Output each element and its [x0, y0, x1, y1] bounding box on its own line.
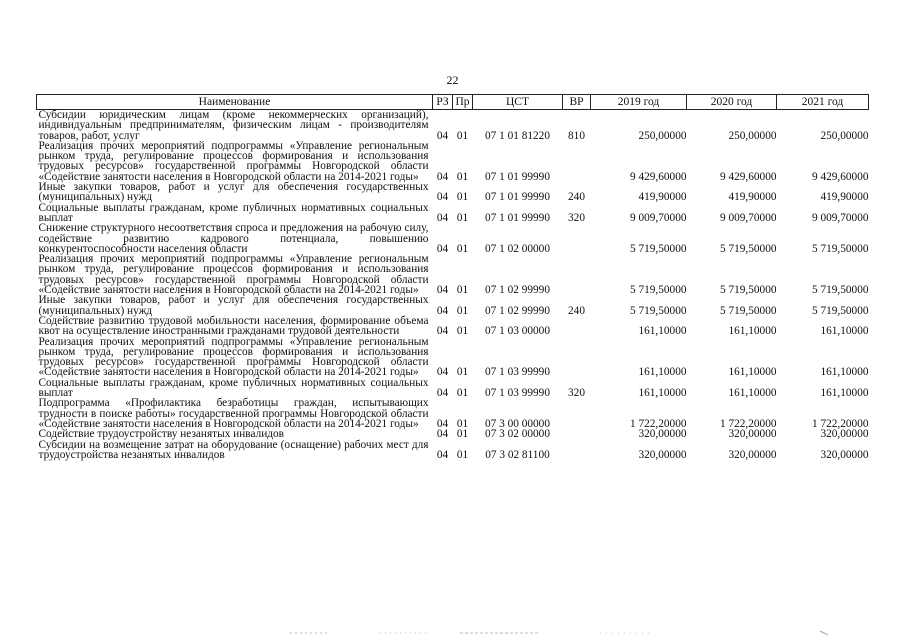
- cell-y2020: 9 009,70000: [720, 211, 777, 224]
- cell-vr: [563, 141, 591, 182]
- cell-y2020: 320,00000: [728, 448, 777, 461]
- cell-name: Реализация прочих мероприятий подпрограммы «Управление региональным рынком труда, регулирование процессов формирования и использования трудовых ресурсов» государственной программы Новгородской области «Содействие занятости населения в Новгородской области на 2014-2021 годы»: [38, 139, 429, 183]
- cell-cst: 07 1 03 99990: [485, 387, 550, 400]
- table-row: [37, 429, 869, 439]
- cell-name: Социальные выплаты гражданам, кроме публичных нормативных социальных выплат: [38, 201, 429, 224]
- cell-cst: 07 1 01 99990: [485, 170, 550, 183]
- cell-rz: 04: [436, 170, 449, 183]
- cell-rz: 04: [436, 428, 449, 441]
- header-vr: ВР: [563, 95, 591, 110]
- cell-pr: 01: [456, 170, 469, 183]
- cell-pr: 01: [456, 242, 469, 255]
- cell-y2021: 5 719,50000: [812, 242, 869, 255]
- cell-y2020: 5 719,50000: [720, 284, 777, 297]
- table-row: [37, 337, 869, 378]
- header-2021: 2021 год: [777, 95, 869, 110]
- cell-y2019: 161,10000: [638, 387, 687, 400]
- header-cst: ЦСТ: [473, 95, 563, 110]
- table-row: [37, 141, 869, 182]
- cell-vr: [563, 429, 591, 439]
- cell-y2021: 5 719,50000: [812, 284, 869, 297]
- cell-y2021: 9 009,70000: [812, 211, 869, 224]
- cell-y2021: 250,00000: [820, 129, 869, 142]
- cell-y2019: 9 429,60000: [630, 170, 687, 183]
- cell-pr: 01: [456, 191, 469, 204]
- cell-vr: [563, 316, 591, 337]
- cell-name: Субсидии на возмещение затрат на оборудование (оснащение) рабочих мест для трудоустройства незанятых инвалидов: [38, 438, 429, 461]
- cell-y2021: 320,00000: [820, 448, 869, 461]
- cell-rz: 04: [436, 325, 449, 338]
- header-pr: Пр: [453, 95, 473, 110]
- cell-y2020: 161,10000: [728, 325, 777, 338]
- cell-vr: 240: [568, 191, 585, 204]
- header-name: Наименование: [37, 95, 433, 110]
- cell-y2020: 1 722,20000: [720, 417, 777, 430]
- cell-y2019: 419,90000: [638, 191, 687, 204]
- cell-y2020: 250,00000: [728, 129, 777, 142]
- cell-cst: 07 1 03 99990: [485, 366, 550, 379]
- cell-y2019: 5 719,50000: [630, 304, 687, 317]
- table-row: [37, 398, 869, 429]
- cell-name: Снижение структурного несоответствия спроса и предложения на рабочую силу, содействие развитию кадрового потенциала, повышению конкурентоспособности населения области: [38, 222, 429, 255]
- cell-vr: [563, 254, 591, 295]
- cell-rz: 04: [436, 284, 449, 297]
- cell-vr: [563, 223, 591, 254]
- cell-y2021: 9 429,60000: [812, 170, 869, 183]
- cell-y2019: 5 719,50000: [630, 284, 687, 297]
- cell-y2019: 161,10000: [638, 325, 687, 338]
- table-row: [37, 223, 869, 254]
- cell-rz: 04: [436, 448, 449, 461]
- cell-cst: 07 3 02 00000: [485, 428, 550, 441]
- cell-name: Реализация прочих мероприятий подпрограммы «Управление региональным рынком труда, регулирование процессов формирования и использования трудовых ресурсов» государственной программы Новгородской области «Содействие занятости населения в Новгородской области на 2014-2021 годы»: [38, 253, 429, 297]
- cell-cst: 07 3 00 00000: [485, 417, 550, 430]
- cell-cst: 07 3 02 81100: [485, 448, 550, 461]
- cell-y2020: 161,10000: [728, 366, 777, 379]
- cell-cst: 07 1 03 00000: [485, 325, 550, 338]
- cell-y2021: 320,00000: [820, 428, 869, 441]
- table-header-row: [37, 95, 869, 110]
- cell-name: Субсидии юридическим лицам (кроме некоммерческих организаций), индивидуальным предпринимателям, физическим лицам - производителям товаров, работ, услуг: [38, 109, 429, 142]
- cell-y2021: 161,10000: [820, 325, 869, 338]
- cell-rz: 04: [436, 366, 449, 379]
- cell-cst: 07 1 02 99990: [485, 304, 550, 317]
- cell-y2020: 9 429,60000: [720, 170, 777, 183]
- cell-pr: 01: [456, 387, 469, 400]
- cell-y2021: 161,10000: [820, 387, 869, 400]
- cell-cst: 07 1 01 99990: [485, 211, 550, 224]
- cell-y2019: 320,00000: [638, 428, 687, 441]
- cell-name: Иные закупки товаров, работ и услуг для обеспечения государственных (муниципальных) нужд: [38, 181, 429, 204]
- header-rz: РЗ: [433, 95, 453, 110]
- table-body: [37, 110, 869, 461]
- table-row: [37, 182, 869, 203]
- scan-noise-line: [0, 629, 905, 637]
- cell-rz: 04: [436, 191, 449, 204]
- table-row: [37, 378, 869, 399]
- cell-pr: 01: [456, 211, 469, 224]
- cell-y2021: 1 722,20000: [812, 417, 869, 430]
- cell-y2020: 161,10000: [728, 387, 777, 400]
- cell-pr: 01: [456, 417, 469, 430]
- cell-y2020: 419,90000: [728, 191, 777, 204]
- cell-y2020: 5 719,50000: [720, 304, 777, 317]
- cell-cst: 07 1 02 00000: [485, 242, 550, 255]
- page-number: 22: [446, 73, 459, 87]
- cell-cst: 07 1 01 99990: [485, 191, 550, 204]
- cell-rz: 04: [436, 129, 449, 142]
- header-2019: 2019 год: [591, 95, 687, 110]
- cell-vr: [563, 440, 591, 461]
- cell-y2019: 5 719,50000: [630, 242, 687, 255]
- cell-rz: 04: [436, 387, 449, 400]
- cell-y2019: 250,00000: [638, 129, 687, 142]
- table-row: [37, 295, 869, 316]
- table-row: [37, 203, 869, 224]
- table-row: [37, 110, 869, 141]
- cell-name: Содействие трудоустройству незанятых инвалидов: [38, 428, 284, 441]
- cell-cst: 07 1 01 81220: [485, 129, 550, 142]
- cell-y2021: 419,90000: [820, 191, 869, 204]
- table-row: [37, 254, 869, 295]
- cell-y2019: 320,00000: [638, 448, 687, 461]
- cell-rz: 04: [436, 211, 449, 224]
- cell-rz: 04: [436, 304, 449, 317]
- cell-y2020: 5 719,50000: [720, 242, 777, 255]
- cell-rz: 04: [436, 242, 449, 255]
- cell-y2019: 161,10000: [638, 366, 687, 379]
- cell-name: Иные закупки товаров, работ и услуг для обеспечения государственных (муниципальных) нужд: [38, 294, 429, 317]
- cell-pr: 01: [456, 448, 469, 461]
- cell-y2021: 161,10000: [820, 366, 869, 379]
- header-2020: 2020 год: [687, 95, 777, 110]
- cell-name: Подпрограмма «Профилактика безработицы граждан, испытывающих трудности в поиске работы» государственной программы Новгородской области «Содействие занятости населения в Новгородской области на 2014-2021 годы»: [38, 397, 429, 430]
- cell-y2020: 320,00000: [728, 428, 777, 441]
- table-row: [37, 316, 869, 337]
- cell-pr: 01: [456, 428, 469, 441]
- cell-pr: 01: [456, 366, 469, 379]
- cell-y2021: 5 719,50000: [812, 304, 869, 317]
- budget-table: [36, 94, 869, 460]
- cell-pr: 01: [456, 129, 469, 142]
- cell-pr: 01: [456, 325, 469, 338]
- cell-pr: 01: [456, 284, 469, 297]
- cell-cst: 07 1 02 99990: [485, 284, 550, 297]
- cell-vr: 810: [568, 129, 585, 142]
- cell-y2019: 9 009,70000: [630, 211, 687, 224]
- cell-pr: 01: [456, 304, 469, 317]
- cell-vr: [563, 337, 591, 378]
- cell-name: Реализация прочих мероприятий подпрограммы «Управление региональным рынком труда, регулирование процессов формирования и использования трудовых ресурсов» государственной программы Новгородской области «Содействие занятости населения в Новгородской области на 2014-2021 годы»: [38, 335, 429, 379]
- cell-vr: 240: [568, 304, 585, 317]
- table-row: [37, 440, 869, 461]
- cell-vr: 320: [568, 387, 585, 400]
- cell-vr: 320: [568, 211, 585, 224]
- cell-name: Содействие развитию трудовой мобильности населения, формирование объема квот на осуществление иностранными гражданами трудовой деятельности: [38, 314, 429, 338]
- cell-y2019: 1 722,20000: [630, 417, 687, 430]
- cell-rz: 04: [436, 417, 449, 430]
- cell-name: Социальные выплаты гражданам, кроме публичных нормативных социальных выплат: [38, 376, 429, 400]
- cell-vr: [563, 398, 591, 429]
